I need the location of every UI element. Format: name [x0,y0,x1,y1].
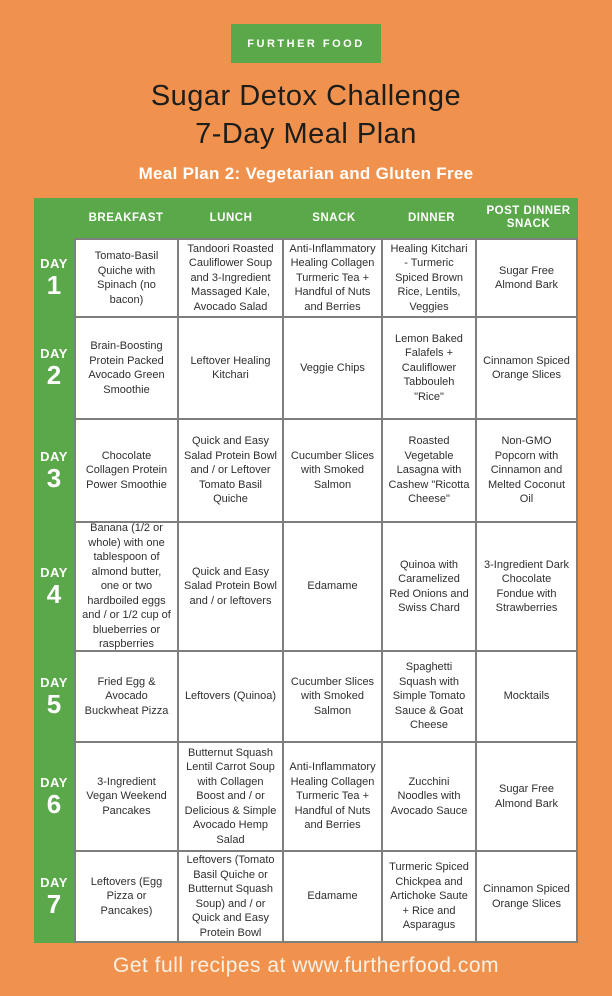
brand-badge: FURTHER FOOD [231,24,380,63]
meal-cell-day7-dinner: Turmeric Spiced Chickpea and Artichoke Saute + Rice and Asparagus [383,852,475,941]
page-title [0,77,612,153]
day-word: DAY [40,674,68,690]
meal-cell-day5-lunch: Leftovers (Quinoa) [179,652,282,741]
meal-cell-day1-breakfast: Tomato-Basil Quiche with Spinach (no bacon) [76,240,177,316]
page-subtitle: Meal Plan 2: Vegetarian and Gluten Free [138,164,474,183]
meal-cell-day5-snack: Cucumber Slices with Smoked Salmon [284,652,381,741]
day-word: DAY [40,256,68,271]
day-column [34,238,74,943]
day-cell-6 [34,743,74,850]
meal-cell-day4-dinner: Quinoa with Caramelized Red Onions and Swiss Chard [383,523,475,650]
meal-cell-day6-breakfast: 3-Ingredient Vegan Weekend Pancakes [76,743,177,850]
meal-cell-day6-snack: Anti-Inflammatory Healing Collagen Turmeric Tea + Handful of Nuts and Berries [284,743,381,850]
meal-cell-day6-lunch: Butternut Squash Lentil Carrot Soup with Collagen Boost and / or Delicious & Simple Avocado Hemp Salad [179,743,282,850]
day-number: 1 [46,270,62,300]
day-cell-2 [34,318,74,418]
day-number: 6 [46,788,62,819]
title-line-2: 7-Day Meal Plan [195,118,417,150]
day-cell-4 [34,523,74,650]
footer-recipes-url: Get full recipes at www.furtherfood.com [113,954,499,977]
meal-cell-day3-breakfast: Chocolate Collagen Protein Power Smoothie [76,420,177,521]
day-word: DAY [40,346,68,361]
meal-cell-day2-post-dinner-snack: Cinnamon Spiced Orange Slices [477,318,576,418]
meal-cell-day3-dinner: Roasted Vegetable Lasagna with Cashew "Ricotta Cheese" [383,420,475,521]
meal-cell-day5-post-dinner-snack: Mocktails [477,652,576,741]
day-number: 2 [46,360,62,390]
table-header-row [34,198,578,238]
meal-cell-day1-post-dinner-snack: Sugar Free Almond Bark [477,240,576,316]
day-cell-1 [34,240,74,316]
meal-cell-day6-post-dinner-snack: Sugar Free Almond Bark [477,743,576,850]
meal-cell-day2-lunch: Leftover Healing Kitchari [179,318,282,418]
meal-cell-day3-post-dinner-snack: Non-GMO Popcorn with Cinnamon and Melted Coconut Oil [477,420,576,521]
day-number: 3 [46,462,62,493]
meal-plan-table [34,198,578,943]
meal-cell-day4-lunch: Quick and Easy Salad Protein Bowl and / or leftovers [179,523,282,650]
day-cell-3 [34,420,74,521]
column-header-lunch: LUNCH [209,211,253,224]
meal-cell-day2-snack: Veggie Chips [284,318,381,418]
day-cell-7 [34,852,74,941]
meal-cell-day5-dinner: Spaghetti Squash with Simple Tomato Sauce & Goat Cheese [383,652,475,741]
day-number: 7 [46,888,62,919]
page-header [0,0,612,184]
column-header-breakfast: BREAKFAST [88,211,164,224]
day-number: 4 [46,578,62,609]
meal-cell-day7-post-dinner-snack: Cinnamon Spiced Orange Slices [477,852,576,941]
meal-cell-day4-post-dinner-snack: 3-Ingredient Dark Chocolate Fondue with Strawberries [477,523,576,650]
meal-cell-day6-dinner: Zucchini Noodles with Avocado Sauce [383,743,475,850]
meal-cell-day1-snack: Anti-Inflammatory Healing Collagen Turmeric Tea + Handful of Nuts and Berries [284,240,381,316]
day-word: DAY [40,448,68,464]
meal-cell-day1-dinner: Healing Kitchari - Turmeric Spiced Brown Rice, Lentils, Veggies [383,240,475,316]
meal-cell-day1-lunch: Tandoori Roasted Cauliflower Soup and 3-Ingredient Massaged Kale, Avocado Salad [179,240,282,316]
meal-cell-day7-snack: Edamame [284,852,381,941]
meal-cell-day7-lunch: Leftovers (Tomato Basil Quiche or Butternut Squash Soup) and / or Quick and Easy Protein Bowl [179,852,282,941]
day-word: DAY [40,874,68,890]
meal-cell-day3-lunch: Quick and Easy Salad Protein Bowl and / or Leftover Tomato Basil Quiche [179,420,282,521]
meal-cell-day4-breakfast: Banana (1/2 or whole) with one tablespoon of almond butter, one or two hardboiled eggs and / or 1/2 cup of blueberries or raspberries [76,523,177,650]
meal-cell-day2-dinner: Lemon Baked Falafels + Cauliflower Tabbouleh "Rice" [383,318,475,418]
meal-cell-day2-breakfast: Brain-Boosting Protein Packed Avocado Green Smoothie [76,318,177,418]
day-number: 5 [46,688,62,719]
day-word: DAY [40,564,68,580]
table-body [34,238,578,943]
meal-cell-day7-breakfast: Leftovers (Egg Pizza or Pancakes) [76,852,177,941]
column-header-post-dinner-snack: POST DINNER SNACK [486,205,571,230]
day-cell-5 [34,652,74,741]
column-header-snack: SNACK [312,211,356,224]
meal-cell-day4-snack: Edamame [284,523,381,650]
meal-cells-grid [74,238,578,943]
meal-cell-day5-breakfast: Fried Egg & Avocado Buckwheat Pizza [76,652,177,741]
title-line-1: Sugar Detox Challenge [150,80,462,112]
meal-cell-day3-snack: Cucumber Slices with Smoked Salmon [284,420,381,521]
day-word: DAY [40,774,68,790]
column-header-dinner: DINNER [407,211,456,224]
